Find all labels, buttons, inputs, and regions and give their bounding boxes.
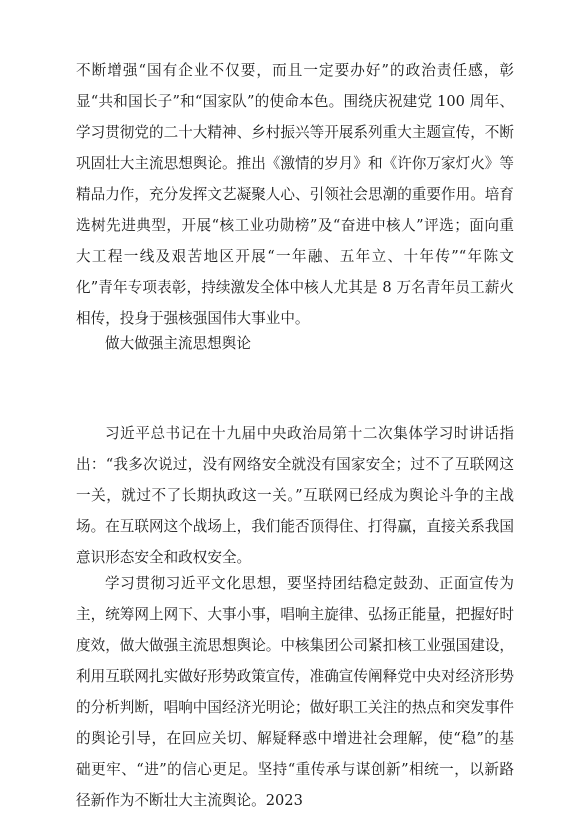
section-heading: 做大做强主流思想舆论 <box>105 335 251 352</box>
body-paragraph-quote: 习近平总书记在十九届中央政治局第十二次集体学习时讲话指出：“我多次说过，没有网络安全就没有国家安全；过不了互联网这一关，就过不了长期执政这一关。”互联网已经成为舆论斗争的主战场。在互联网这个战场上，我们能否顶得住、打得赢，直接关系我国意识形态安全和政权安全。 <box>76 425 514 566</box>
body-paragraph-study: 学习贯彻习近平文化思想，要坚持团结稳定鼓劲、正面宣传为主，统筹网上网下、大事小事，唱响主旋律、弘扬正能量，把握好时度效，做大做强主流思想舆论。中核集团公司紧扣核工业强国建设，利用互联网扎实做好形势政策宣传，准确宣传阐释党中央对经济形势的分析判断，唱响中国经济光明论；做好职工关注的热点和突发事件的舆论引导，在回应关切、解疑释惑中增进社会理解，使“稳”的基础更牢、“进”的信心更足。坚持“重传承与谋创新”相统一，以新路径新作为不断壮大主流舆论。2023 <box>76 575 514 809</box>
body-paragraph-continued: 不断增强“国有企业不仅要，而且一定要办好”的政治责任感，彰显“共和国长子”和“国家队”的使命本色。围绕庆祝建党 100 周年、学习贯彻党的二十大精神、乡村振兴等开展系列重大主题宣传，不断巩固壮大主流思想舆论。推出《激情的岁月》和《许你万家灯火》等精品力作，充分发挥文艺凝聚人心、引领社会思潮的重要作用。培育选树先进典型，开展“核工业功勋榜”及“奋进中核人”评选；面向重大工程一线及艰苦地区开展“一年融、五年立、十年传”“年陈文化”青年专项表彰，持续激发全体中核人尤其是 8 万名青年员工薪火相传，投身于强核强国伟大事业中。 <box>76 62 514 327</box>
